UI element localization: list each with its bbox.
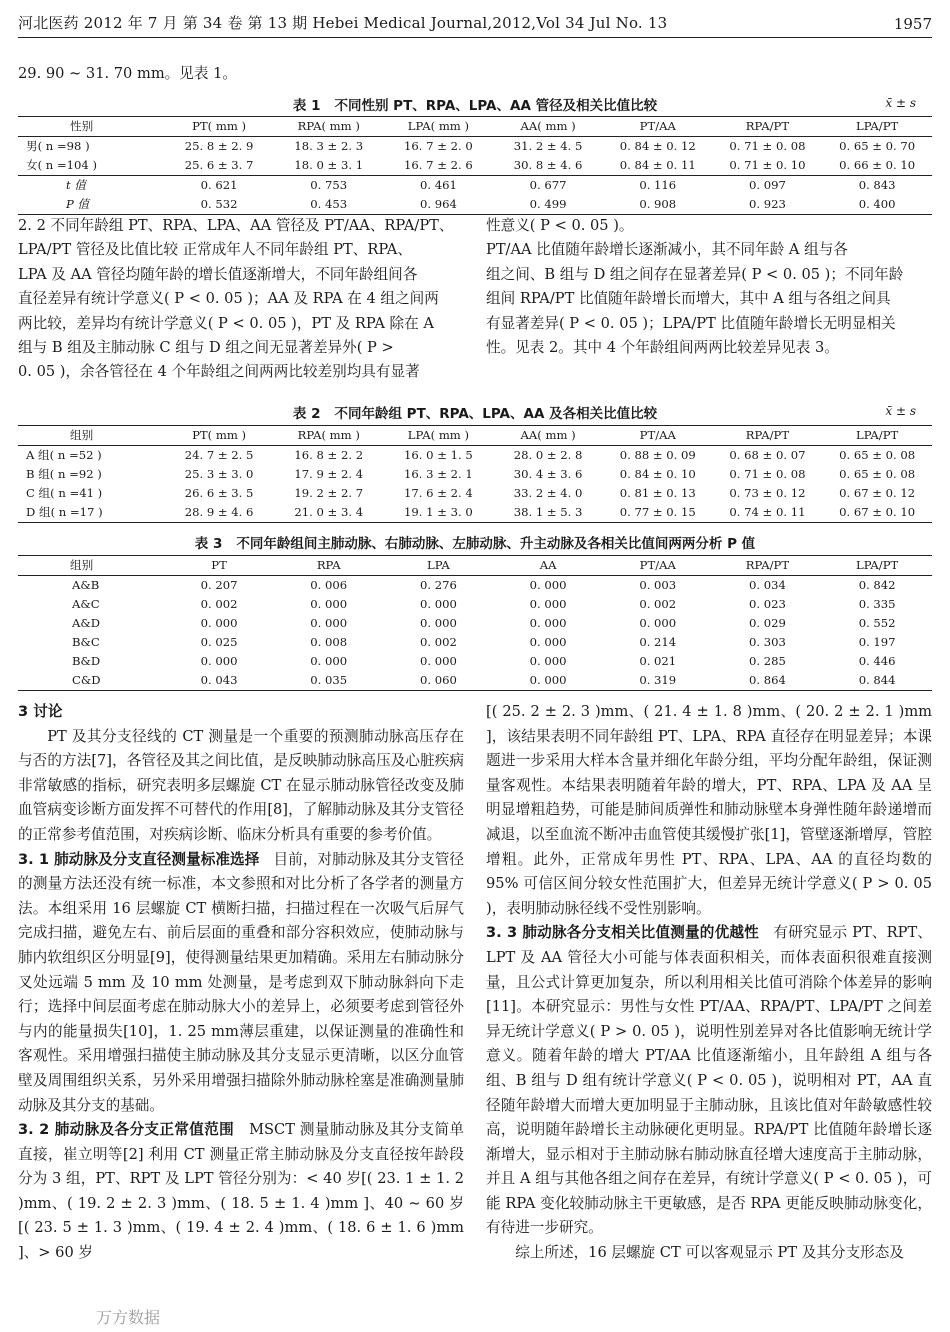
table-cell: 0. 71 ± 0. 10 (729, 158, 806, 172)
table-cell: 0. 023 (748, 597, 786, 611)
table-cell: 0. 025 (200, 635, 238, 649)
column-header: RPA/PT (745, 428, 790, 442)
table-cell: 0. 197 (858, 635, 896, 649)
table-cell: 0. 214 (639, 635, 677, 649)
table-cell: 0. 335 (858, 597, 896, 611)
table-cell: 0. 88 ± 0. 09 (619, 448, 696, 462)
table-cell: t 值 (66, 178, 86, 192)
table-cell: A&D (72, 616, 100, 630)
table-cell: 0. 029 (748, 616, 786, 630)
table-cell: 0. 65 ± 0. 70 (839, 139, 916, 153)
column-header: 组别 (70, 428, 94, 442)
table-cell: 男( n =98 ) (26, 139, 90, 153)
table-cell: 0. 446 (858, 654, 896, 668)
table-cell: 0. 060 (419, 673, 457, 687)
column-header: LPA( mm ) (407, 428, 470, 442)
table-cell: B 组( n =92 ) (26, 467, 102, 481)
table-cell: 0. 000 (419, 597, 457, 611)
table-cell: 28. 0 ± 2. 8 (513, 448, 583, 462)
table-row (18, 484, 932, 503)
table-cell: 0. 000 (310, 616, 348, 630)
text-line: 组之间、B 组与 D 组之间存在显著差异( P < 0. 05 )；不同年龄 (486, 265, 904, 283)
table-row (18, 176, 932, 196)
text-line: PT/AA 比值随年龄增长逐渐减小，其不同年龄 A 组与各 (486, 241, 848, 259)
table-row (18, 576, 932, 596)
table-cell: 16. 3 ± 2. 1 (404, 467, 473, 481)
table-cell: 0. 000 (529, 673, 567, 687)
text-line: 性。见表 2。其中 4 个年龄组间两两比较差异见表 3。 (486, 339, 839, 356)
table-row (18, 465, 932, 484)
table2-unit: x̄ ± s (885, 404, 916, 418)
table-cell: 0. 000 (639, 616, 677, 630)
table-cell: 28. 9 ± 4. 6 (184, 505, 254, 519)
table-cell: 18. 3 ± 2. 3 (294, 139, 364, 153)
table-cell: 16. 7 ± 2. 0 (404, 139, 473, 153)
table-cell: C&D (72, 673, 101, 687)
table-cell: 0. 77 ± 0. 15 (619, 505, 696, 519)
table-cell: 25. 6 ± 3. 7 (184, 158, 254, 172)
table-cell: 0. 207 (200, 578, 238, 592)
table-cell: 0. 65 ± 0. 08 (839, 448, 916, 462)
table-cell: 0. 034 (748, 578, 786, 592)
table-cell: 0. 71 ± 0. 08 (729, 467, 806, 481)
table-cell: 31. 2 ± 4. 5 (513, 139, 583, 153)
table-cell: 0. 65 ± 0. 08 (839, 467, 916, 481)
text-line: 0. 05 )，余各管径在 4 个年龄组之间两两比较差别均具有显著 (18, 363, 420, 381)
table3 (18, 555, 932, 691)
section32-continued: [( 25. 2 ± 2. 3 )mm、( 21. 4 ± 1. 8 )mm、( 20. 2 ± 2. 1 )mm ]，该结果表明不同年龄组 PT、LPA、RPA 直径存在明显差异；本课题进一步采用大样本含量并细化年龄分组，平均分配年龄组，保证测量客观性。本结果表明随着年龄的增大，PT、RPA、LPA 及 AA 呈明显增粗趋势，可能是肺间质弹性和肺动脉壁本身弹性随年龄递增而减退，以至血流不断冲击血管使其缓慢扩张[1]，管壁逐渐增厚，管腔增粗。此外，正常成年男性 PT、RPA、LPA、AA 的直径均数的 95% 可信区间分较女性范围扩大，但差异无统计学意义( P > 0. 05 )，表明肺动脉径线不受性别影响。 (486, 703, 932, 917)
table-row (18, 595, 932, 614)
table-cell: 0. 000 (310, 654, 348, 668)
table-cell: 0. 499 (529, 197, 567, 211)
table-cell: 30. 8 ± 4. 6 (513, 158, 583, 172)
column-header: 组别 (70, 558, 94, 572)
table-cell: 0. 67 ± 0. 12 (839, 486, 916, 500)
table2 (18, 425, 932, 523)
table-cell: 0. 276 (419, 578, 457, 592)
table-cell: 0. 67 ± 0. 10 (839, 505, 916, 519)
section33: 3. 3 肺动脉各分支相关比值测量的优越性 有研究显示 PT、RPT、LPT 及 AA 管径大小可能与体表面积相关，而体表面积很难直接测量，且公式计算更加复杂，所以利用相关比值可消除个体差异的影响[11]。本研究显示：男性与女性 PT/AA、RPA/PT、LPA/PT 之间差异无统计学意义( P > 0. 05 )，说明性别差异对各比值影响无统计学意义。随着年龄的增大 PT/AA 比值逐渐缩小，且年龄组 A 组与各组、B 组与 D 组有统计学意义( P < 0. 05 )，说明相对 PT，AA 直径随年龄增大而增大更加明显于主肺动脉，且该比值对年龄敏感性较高，说明随年龄增长主动脉硬化更明显。RPA/PT 比值随年龄增长逐渐增大，显示相对于主肺动脉右肺动脉直径增大速度高于主肺动脉，并且 A 组与其他各组之间存在差异，有统计学意义( P < 0. 05 )，可能 RPA 变化较肺动脉主干更敏感，是否 RPA 更能反映肺动脉变化，有待进一步研究。 (486, 924, 932, 1237)
column-header: RPA( mm ) (297, 119, 360, 133)
column-header: RPA( mm ) (297, 428, 360, 442)
table-cell: 0. 097 (748, 178, 786, 192)
column-header: LPA( mm ) (407, 119, 470, 133)
conclusion-line: 综上所述，16 层螺旋 CT 可以客观显示 PT 及其分支形态及 (515, 1244, 904, 1262)
table-cell: 0. 035 (310, 673, 348, 687)
table-cell: 0. 74 ± 0. 11 (729, 505, 806, 519)
table-cell: 0. 319 (639, 673, 677, 687)
section32: 3. 2 肺动脉及各分支正常值范围 MSCT 测量肺动脉及其分支简单直接，崔立明等[2] 利用 CT 测量正常主肺动脉及分支直径按年龄段分为 3 组，PT、RPT 及 LPT 管径分别为：< 40 岁[( 23. 1 ± 1. 2 )mm、( 19. 2 ± 2. 3 )mm、( 18. 5 ± 1. 4 )mm ]、40 ~ 60 岁[( 23. 5 ± 1. 3 )mm、( 19. 4 ± 2. 4 )mm、( 18. 6 ± 1. 6 )mm ]、> 60 岁 (18, 1121, 465, 1262)
table-cell: 0. 002 (200, 597, 238, 611)
table-cell: 0. 552 (858, 616, 896, 630)
column-header: PT/AA (639, 558, 676, 572)
text-line: 两比较，差异均有统计学意义( P < 0. 05 )，PT 及 RPA 除在 A (18, 314, 434, 332)
table-cell: C 组( n =41 ) (26, 486, 103, 500)
table-cell: 0. 844 (858, 673, 896, 687)
column-header: PT( mm ) (192, 428, 247, 442)
table-cell: 0. 000 (419, 616, 457, 630)
table-cell: 0. 753 (310, 178, 348, 192)
column-header: LPA/PT (856, 119, 899, 133)
table-cell: 38. 1 ± 5. 3 (513, 505, 583, 519)
table-cell: 17. 9 ± 2. 4 (294, 467, 364, 481)
text-line: 组与 B 组及主肺动脉 C 组与 D 组之间无显著差异外( P > (18, 339, 394, 356)
text-line: LPA 及 AA 管径均随年龄的增长值逐渐增大，不同年龄组间各 (18, 265, 418, 283)
table-cell: 0. 66 ± 0. 10 (839, 158, 916, 172)
column-header: LPA/PT (856, 428, 899, 442)
table-cell: 0. 453 (310, 197, 348, 211)
table-cell: A&B (72, 578, 100, 592)
table3-title: 表 3 不同年龄组间主肺动脉、右肺动脉、左肺动脉、升主动脉及各相关比值间两两分析 P 值 (194, 536, 756, 552)
text-line: 组间 RPA/PT 比值随年龄增长而增大，其中 A 组与各组之间具 (486, 290, 891, 308)
table-cell: 0. 002 (419, 635, 457, 649)
table-cell: 24. 7 ± 2. 5 (184, 448, 254, 462)
column-header: AA( mm ) (520, 119, 576, 133)
table-cell: 0. 021 (639, 654, 677, 668)
table-cell: 0. 285 (748, 654, 786, 668)
intro-line: 29. 90 ~ 31. 70 mm。见表 1。 (18, 65, 237, 82)
table-row (18, 652, 932, 671)
table-cell: 16. 8 ± 2. 2 (294, 448, 364, 462)
column-header: PT( mm ) (192, 119, 247, 133)
table-cell: 0. 908 (639, 197, 677, 211)
discussion-heading: 3 讨论 (18, 703, 63, 720)
table-cell: 0. 923 (748, 197, 786, 211)
column-header: RPA/PT (745, 558, 790, 572)
table-cell: 0. 000 (529, 635, 567, 649)
table-cell: 25. 3 ± 3. 0 (184, 467, 254, 481)
text-line: LPA/PT 管径及比值比较 正常成年人不同年龄组 PT、RPA、 (18, 241, 412, 259)
table-cell: 女( n =104 ) (26, 158, 98, 172)
table-row (18, 671, 932, 691)
table-cell: 30. 4 ± 3. 6 (513, 467, 583, 481)
table-cell: 0. 000 (200, 654, 238, 668)
journal-header: 河北医药 2012 年 7 月 第 34 卷 第 13 期 Hebei Medical Journal,2012,Vol 34 Jul No. 13 (18, 14, 668, 32)
text-line: 直径差异有统计学意义( P < 0. 05 )；AA 及 RPA 在 4 组之间两 (18, 290, 439, 308)
table-row (18, 195, 932, 215)
column-header: PT (211, 558, 227, 572)
table-cell: 0. 400 (858, 197, 896, 211)
column-header: 性别 (70, 119, 94, 133)
table-row (18, 156, 932, 176)
table1-unit: x̄ ± s (885, 96, 916, 110)
column-header: LPA/PT (856, 558, 899, 572)
table-cell: 0. 116 (639, 178, 677, 192)
table-cell: 0. 000 (419, 654, 457, 668)
table-header-row (18, 117, 932, 137)
running-head (18, 12, 932, 38)
table-cell: 0. 000 (200, 616, 238, 630)
table-cell: 0. 002 (639, 597, 677, 611)
table-cell: 0. 003 (639, 578, 677, 592)
discussion-paragraph-1: PT 及其分支径线的 CT 测量是一个重要的预测肺动脉高压存在与否的方法[7]，各管径及其之间比值，是反映肺动脉高压及心脏疾病非常敏感的指标，研究表明多层螺旋 CT 在显示肺动脉管径改变及肺血管病变诊断方面发挥不可替代的作用[8]，了解肺动脉及其分支管径的正常参考值范围，对疾病诊断、临床分析具有重要的参考价值。 (18, 727, 464, 843)
table-cell: 16. 0 ± 1. 5 (404, 448, 473, 462)
section31: 3. 1 肺动脉及分支直径测量标准选择 目前，对肺动脉及其分支管径的测量方法还没有统一标准，本文参照和对比分析了各学者的测量方法。本组采用 16 层螺旋 CT 横断扫描，扫描过程在一次吸气后屏气完成扫描，避免左右、前后层面的重叠和部分容积效应，使肺动脉与肺内软组织区分明显[9]，使得测量结果更加精确。采用左右肺动脉分叉处远端 5 mm 及 10 mm 处测量，是考虑到双下肺动脉斜向下走行；选择中间层面考虑在肺动脉大小的差异上，必须要考虑到管径外与内的能量损失[10]，1. 25 mm薄层重建，以保证测量的准确性和客观性。采用增强扫描使主肺动脉及其分支显示更清晰，以区分血管壁及周围组织关系，另外采用增强扫描除外肺动脉栓塞是准确测量肺动脉及其分支的基础。 (18, 850, 465, 1114)
table-header-row (18, 426, 932, 446)
column-header: RPA/PT (745, 119, 790, 133)
table-row (18, 503, 932, 523)
column-header: AA (539, 558, 557, 572)
text-line: 有显著差异( P < 0. 05 )；LPA/PT 比值随年龄增长无明显相关 (486, 314, 896, 332)
table-cell: 0. 68 ± 0. 07 (729, 448, 806, 462)
table-cell: 0. 677 (529, 178, 567, 192)
table-cell: 0. 043 (200, 673, 238, 687)
table-cell: 0. 000 (310, 597, 348, 611)
table2-title: 表 2 不同年龄组 PT、RPA、LPA、AA 及各相关比值比较 (292, 406, 658, 422)
table-row (18, 137, 932, 157)
column-header: PT/AA (639, 428, 676, 442)
discussion-left-column (18, 700, 464, 1266)
table-cell: 16. 7 ± 2. 6 (404, 158, 473, 172)
table-cell: 0. 71 ± 0. 08 (729, 139, 806, 153)
table-cell: 0. 000 (529, 616, 567, 630)
table-cell: 0. 461 (419, 178, 457, 192)
table-cell: 0. 000 (529, 597, 567, 611)
table-cell: 0. 000 (529, 654, 567, 668)
text-line: 2. 2 不同年龄组 PT、RPA、LPA、AA 管径及 PT/AA、RPA/PT、 (18, 217, 454, 234)
table-cell: 0. 964 (419, 197, 457, 211)
table-cell: B&D (72, 654, 101, 668)
table-cell: 0. 843 (858, 178, 896, 192)
table-cell: 21. 0 ± 3. 4 (294, 505, 364, 519)
watermark: 万方数据 (96, 1308, 161, 1327)
table-header-row (18, 556, 932, 576)
table-cell: 0. 84 ± 0. 12 (619, 139, 696, 153)
column-header: LPA (427, 558, 450, 572)
table-cell: A 组( n =52 ) (26, 448, 102, 462)
table-cell: D 组( n =17 ) (26, 505, 103, 519)
table-cell: A&C (72, 597, 100, 611)
table-cell: 0. 84 ± 0. 10 (619, 467, 696, 481)
table-cell: 0. 73 ± 0. 12 (729, 486, 806, 500)
table-cell: 26. 6 ± 3. 5 (184, 486, 254, 500)
table-row (18, 633, 932, 652)
table-cell: 33. 2 ± 4. 0 (513, 486, 583, 500)
table-cell: 25. 8 ± 2. 9 (184, 139, 254, 153)
table-cell: 0. 303 (748, 635, 786, 649)
table1-title: 表 1 不同性别 PT、RPA、LPA、AA 管径及相关比值比较 (292, 98, 658, 114)
table-cell: 18. 0 ± 3. 1 (294, 158, 364, 172)
column-header: PT/AA (639, 119, 676, 133)
table-cell: 0. 864 (748, 673, 786, 687)
table-row (18, 614, 932, 633)
table-cell: 17. 6 ± 2. 4 (404, 486, 473, 500)
discussion-right-column (486, 700, 932, 1266)
table-cell: 0. 84 ± 0. 11 (619, 158, 696, 172)
text-line: 性意义( P < 0. 05 )。 (486, 217, 634, 234)
table-cell: 0. 621 (200, 178, 238, 192)
column-header: AA( mm ) (520, 428, 576, 442)
table-cell: 0. 006 (310, 578, 348, 592)
table1 (18, 116, 932, 215)
column-header: RPA (316, 558, 341, 572)
table-cell: 0. 008 (310, 635, 348, 649)
table-row (18, 446, 932, 466)
table-cell: 0. 532 (200, 197, 238, 211)
page-number: 1957 (893, 15, 932, 33)
table-cell: P 值 (66, 197, 90, 211)
table-cell: B&C (72, 635, 100, 649)
table-cell: 19. 1 ± 3. 0 (404, 505, 473, 519)
table-cell: 0. 842 (858, 578, 896, 592)
table-cell: 0. 000 (529, 578, 567, 592)
table-cell: 0. 81 ± 0. 13 (619, 486, 696, 500)
table-cell: 19. 2 ± 2. 7 (294, 486, 364, 500)
